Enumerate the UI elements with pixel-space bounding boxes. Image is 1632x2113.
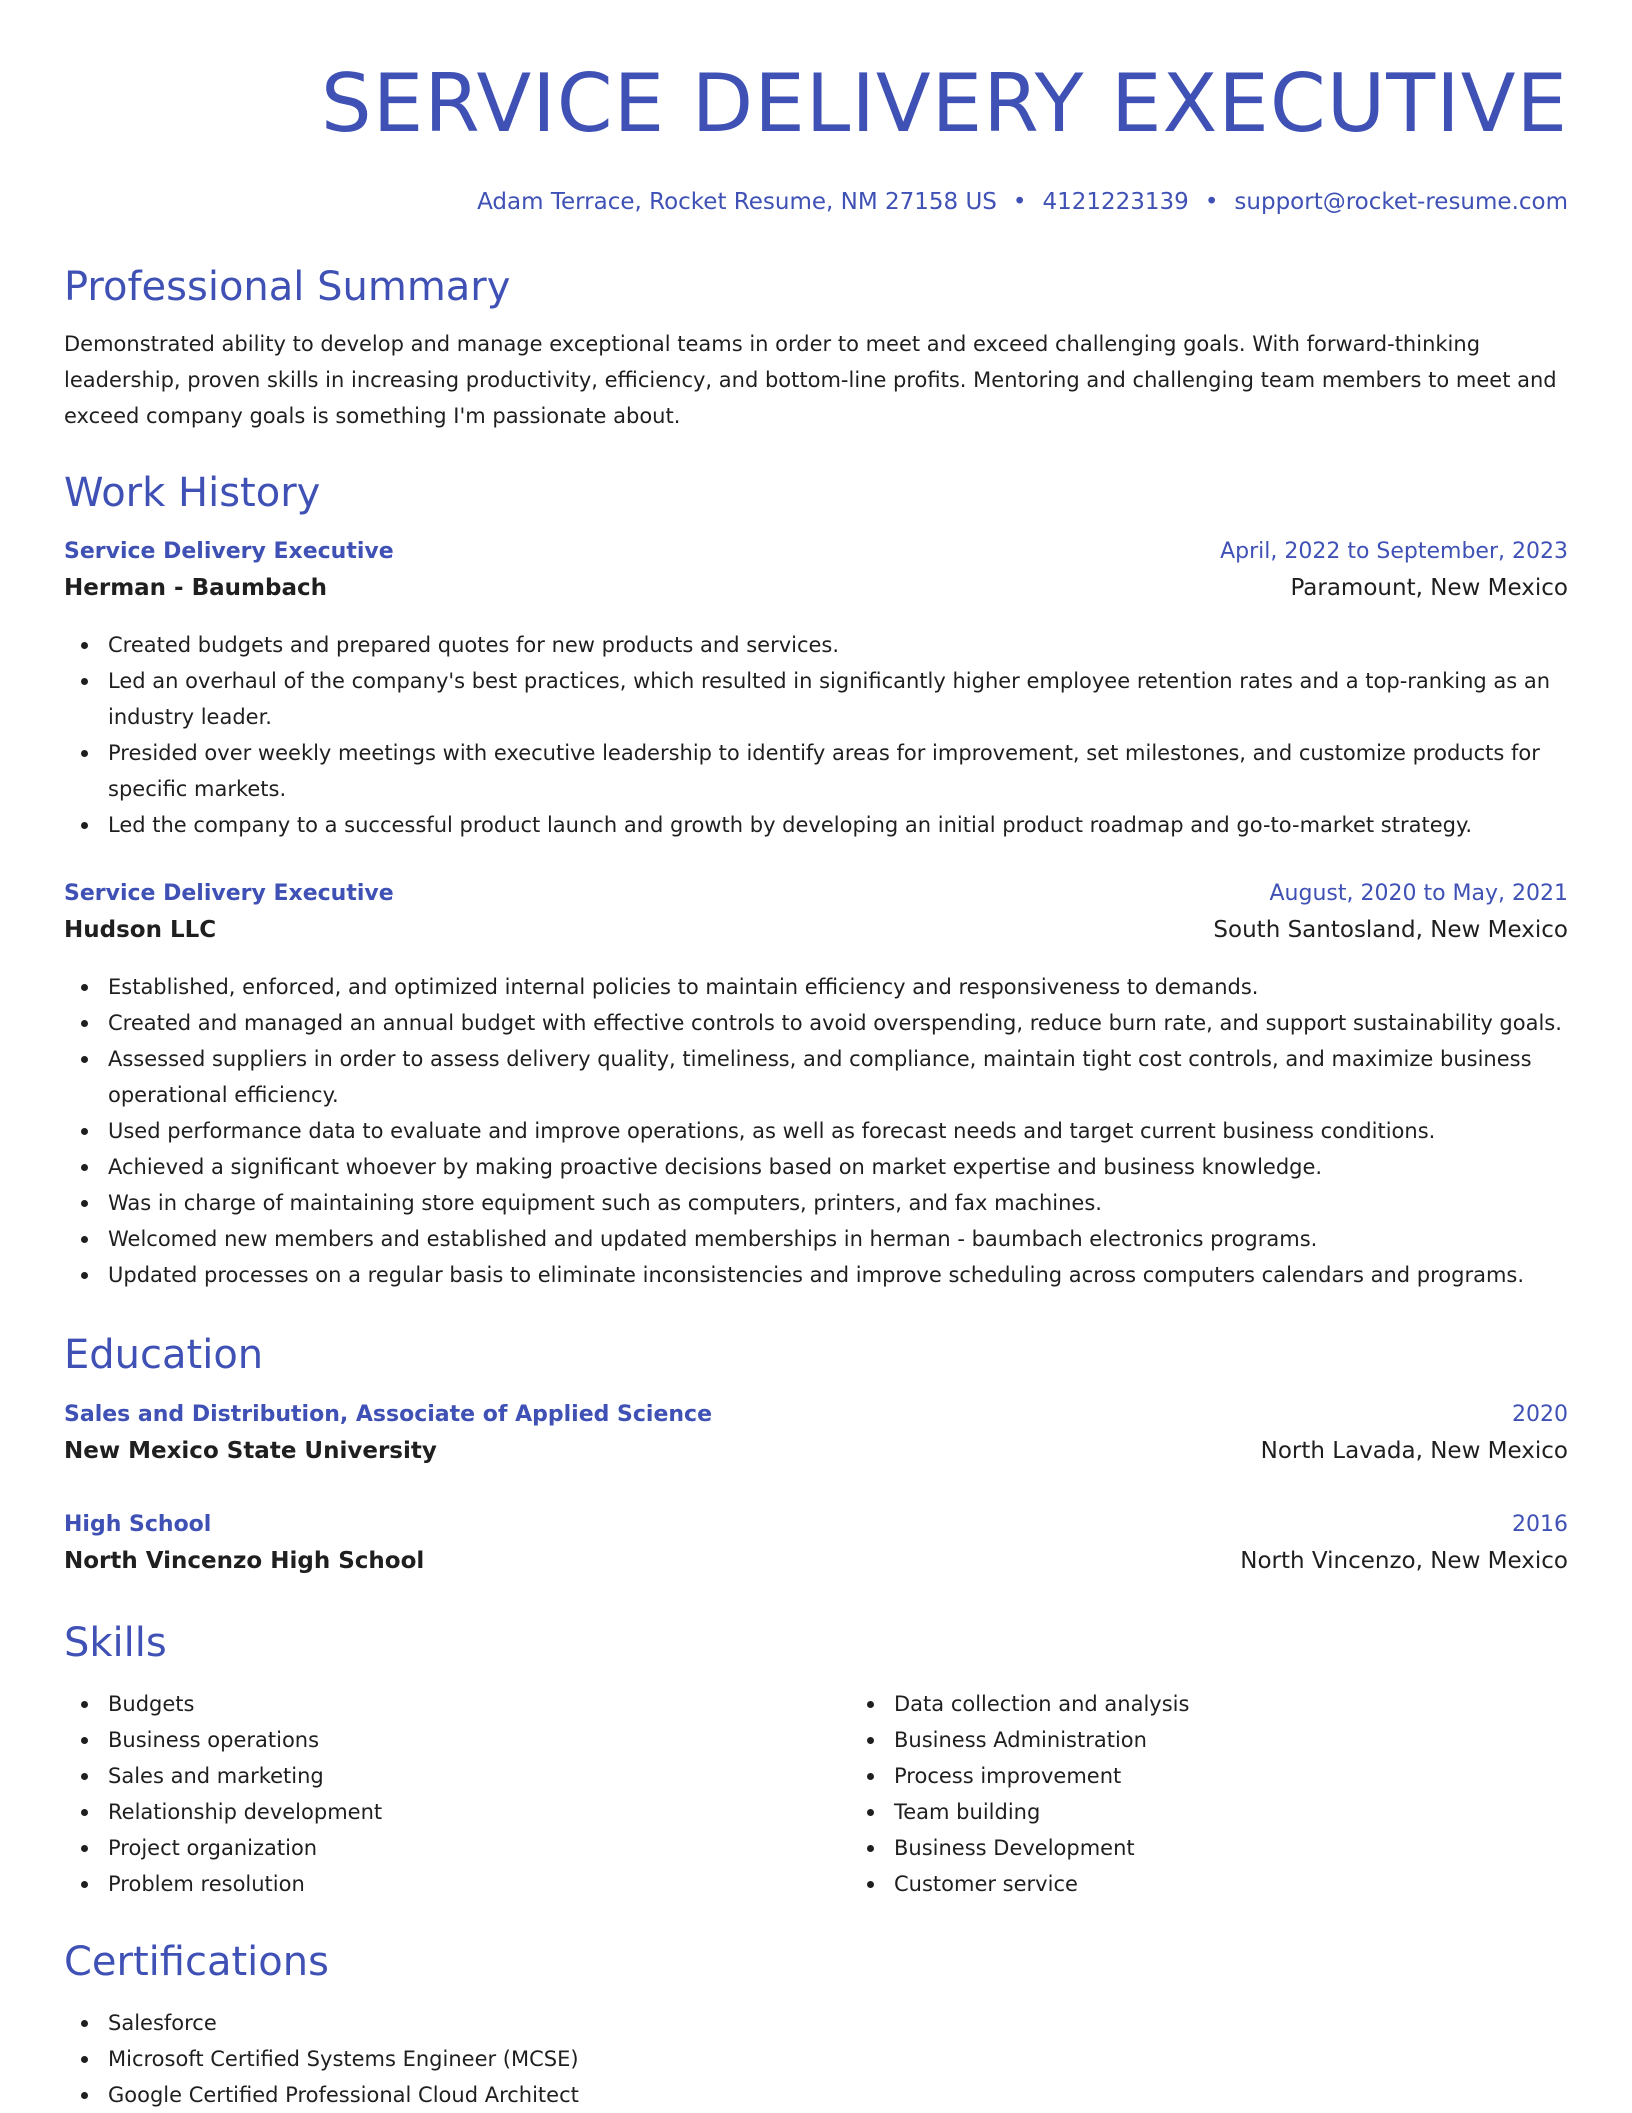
- skill-item: Relationship development: [108, 1794, 850, 1830]
- education-school-row: [64, 1548, 1568, 1586]
- education-school: New Mexico State University: [64, 1438, 437, 1464]
- education-school-row: [64, 1438, 1568, 1476]
- resume-page: [64, 0, 1568, 2107]
- job-entry: [64, 881, 1568, 1293]
- job-bullet: Created budgets and prepared quotes for new products and services.: [108, 627, 1568, 663]
- contact-email[interactable]: support@rocket-resume.com: [1234, 189, 1568, 215]
- skill-item: Problem resolution: [108, 1866, 850, 1902]
- education-entry: [64, 1512, 1568, 1586]
- skill-item: Process improvement: [894, 1758, 1632, 1794]
- certifications-list: [64, 2005, 1568, 2113]
- job-company: Herman - Baumbach: [64, 575, 327, 601]
- summary-text: Demonstrated ability to develop and manage exceptional teams in order to meet and exceed challenging goals. With forward-thinking leadership, proven skills in increasing productivity, efficiency, and bottom-line profits. Mentoring and challenging team members to meet and exceed company goals is something I'm passionate about.: [64, 332, 1557, 428]
- resume-title: SERVICE DELIVERY EXECUTIVE: [320, 57, 1568, 150]
- certification-item: Microsoft Certified Systems Engineer (MCSE): [108, 2041, 1568, 2077]
- certifications-heading: Certifications: [64, 1939, 329, 1985]
- education-location: North Lavada, New Mexico: [1260, 1438, 1568, 1464]
- summary-section: [64, 260, 1568, 434]
- skill-item: Data collection and analysis: [894, 1686, 1632, 1722]
- skill-item: Business Administration: [894, 1722, 1632, 1758]
- job-location: South Santosland, New Mexico: [1213, 917, 1568, 943]
- education-section: [64, 1328, 1568, 1382]
- contact-separator: •: [1204, 189, 1219, 215]
- skill-item: Business Development: [894, 1830, 1632, 1866]
- job-bullets: [64, 627, 1568, 843]
- skill-item: Sales and marketing: [108, 1758, 850, 1794]
- skill-item: Customer service: [894, 1866, 1632, 1902]
- work-history-heading: Work History: [64, 470, 321, 516]
- education-degree-row: [64, 1512, 1568, 1548]
- skill-item: Budgets: [108, 1686, 850, 1722]
- summary-heading: Professional Summary: [64, 264, 511, 310]
- contact-line: [64, 182, 1568, 222]
- job-bullet: Led an overhaul of the company's best practices, which resulted in significantly higher employee retention rates and a top-ranking as an industry leader.: [108, 663, 1568, 735]
- job-bullet: Updated processes on a regular basis to eliminate inconsistencies and improve scheduling across computers calendars and programs.: [108, 1257, 1568, 1293]
- skill-item: Team building: [894, 1794, 1632, 1830]
- education-entry: [64, 1402, 1568, 1476]
- job-dates: August, 2020 to May, 2021: [1269, 881, 1568, 906]
- education-year: 2016: [1512, 1512, 1568, 1537]
- education-location: North Vincenzo, New Mexico: [1240, 1548, 1568, 1574]
- skills-section: [64, 1616, 1568, 1902]
- job-title-row: [64, 881, 1568, 917]
- contact-address: Adam Terrace, Rocket Resume, NM 27158 US: [477, 189, 997, 215]
- job-location: Paramount, New Mexico: [1290, 575, 1568, 601]
- job-bullet: Established, enforced, and optimized internal policies to maintain efficiency and responsiveness to demands.: [108, 969, 1568, 1005]
- skill-item: Business operations: [108, 1722, 850, 1758]
- contact-phone: 4121223139: [1042, 189, 1189, 215]
- job-entry: [64, 539, 1568, 843]
- skills-list-right: [850, 1686, 1632, 1902]
- skill-item: Project organization: [108, 1830, 850, 1866]
- skills-heading: Skills: [64, 1620, 167, 1666]
- job-bullet: Welcomed new members and established and updated memberships in herman - baumbach electronics programs.: [108, 1221, 1568, 1257]
- job-dates: April, 2022 to September, 2023: [1220, 539, 1568, 564]
- job-bullet: Achieved a significant whoever by making proactive decisions based on market expertise and business knowledge.: [108, 1149, 1568, 1185]
- skills-list-left: [64, 1686, 850, 1902]
- job-title: Service Delivery Executive: [64, 539, 394, 564]
- contact-separator: •: [1012, 189, 1027, 215]
- job-bullet: Presided over weekly meetings with executive leadership to identify areas for improvement, set milestones, and customize products for specific markets.: [108, 735, 1568, 807]
- education-heading: Education: [64, 1332, 264, 1378]
- education-school: North Vincenzo High School: [64, 1548, 425, 1574]
- skills-columns: [64, 1686, 1568, 1902]
- education-year: 2020: [1512, 1402, 1568, 1427]
- job-bullet: Created and managed an annual budget with effective controls to avoid overspending, reduce burn rate, and support sustainability goals.: [108, 1005, 1568, 1041]
- certifications-section: [64, 1935, 1568, 2113]
- education-degree: Sales and Distribution, Associate of Applied Science: [64, 1402, 712, 1427]
- job-title-row: [64, 539, 1568, 575]
- job-bullets: [64, 969, 1568, 1293]
- certification-item: Google Certified Professional Cloud Architect: [108, 2077, 1568, 2113]
- job-company-row: [64, 917, 1568, 955]
- job-bullet: Was in charge of maintaining store equipment such as computers, printers, and fax machines.: [108, 1185, 1568, 1221]
- job-bullet: Used performance data to evaluate and improve operations, as well as forecast needs and target current business conditions.: [108, 1113, 1568, 1149]
- job-bullet: Assessed suppliers in order to assess delivery quality, timeliness, and compliance, maintain tight cost controls, and maximize business operational efficiency.: [108, 1041, 1568, 1113]
- job-title: Service Delivery Executive: [64, 881, 394, 906]
- education-degree-row: [64, 1402, 1568, 1438]
- education-degree: High School: [64, 1512, 212, 1537]
- work-history-section: [64, 466, 1568, 520]
- job-company: Hudson LLC: [64, 917, 217, 943]
- job-bullet: Led the company to a successful product launch and growth by developing an initial product roadmap and go-to-market strategy.: [108, 807, 1568, 843]
- certification-item: Salesforce: [108, 2005, 1568, 2041]
- job-company-row: [64, 575, 1568, 613]
